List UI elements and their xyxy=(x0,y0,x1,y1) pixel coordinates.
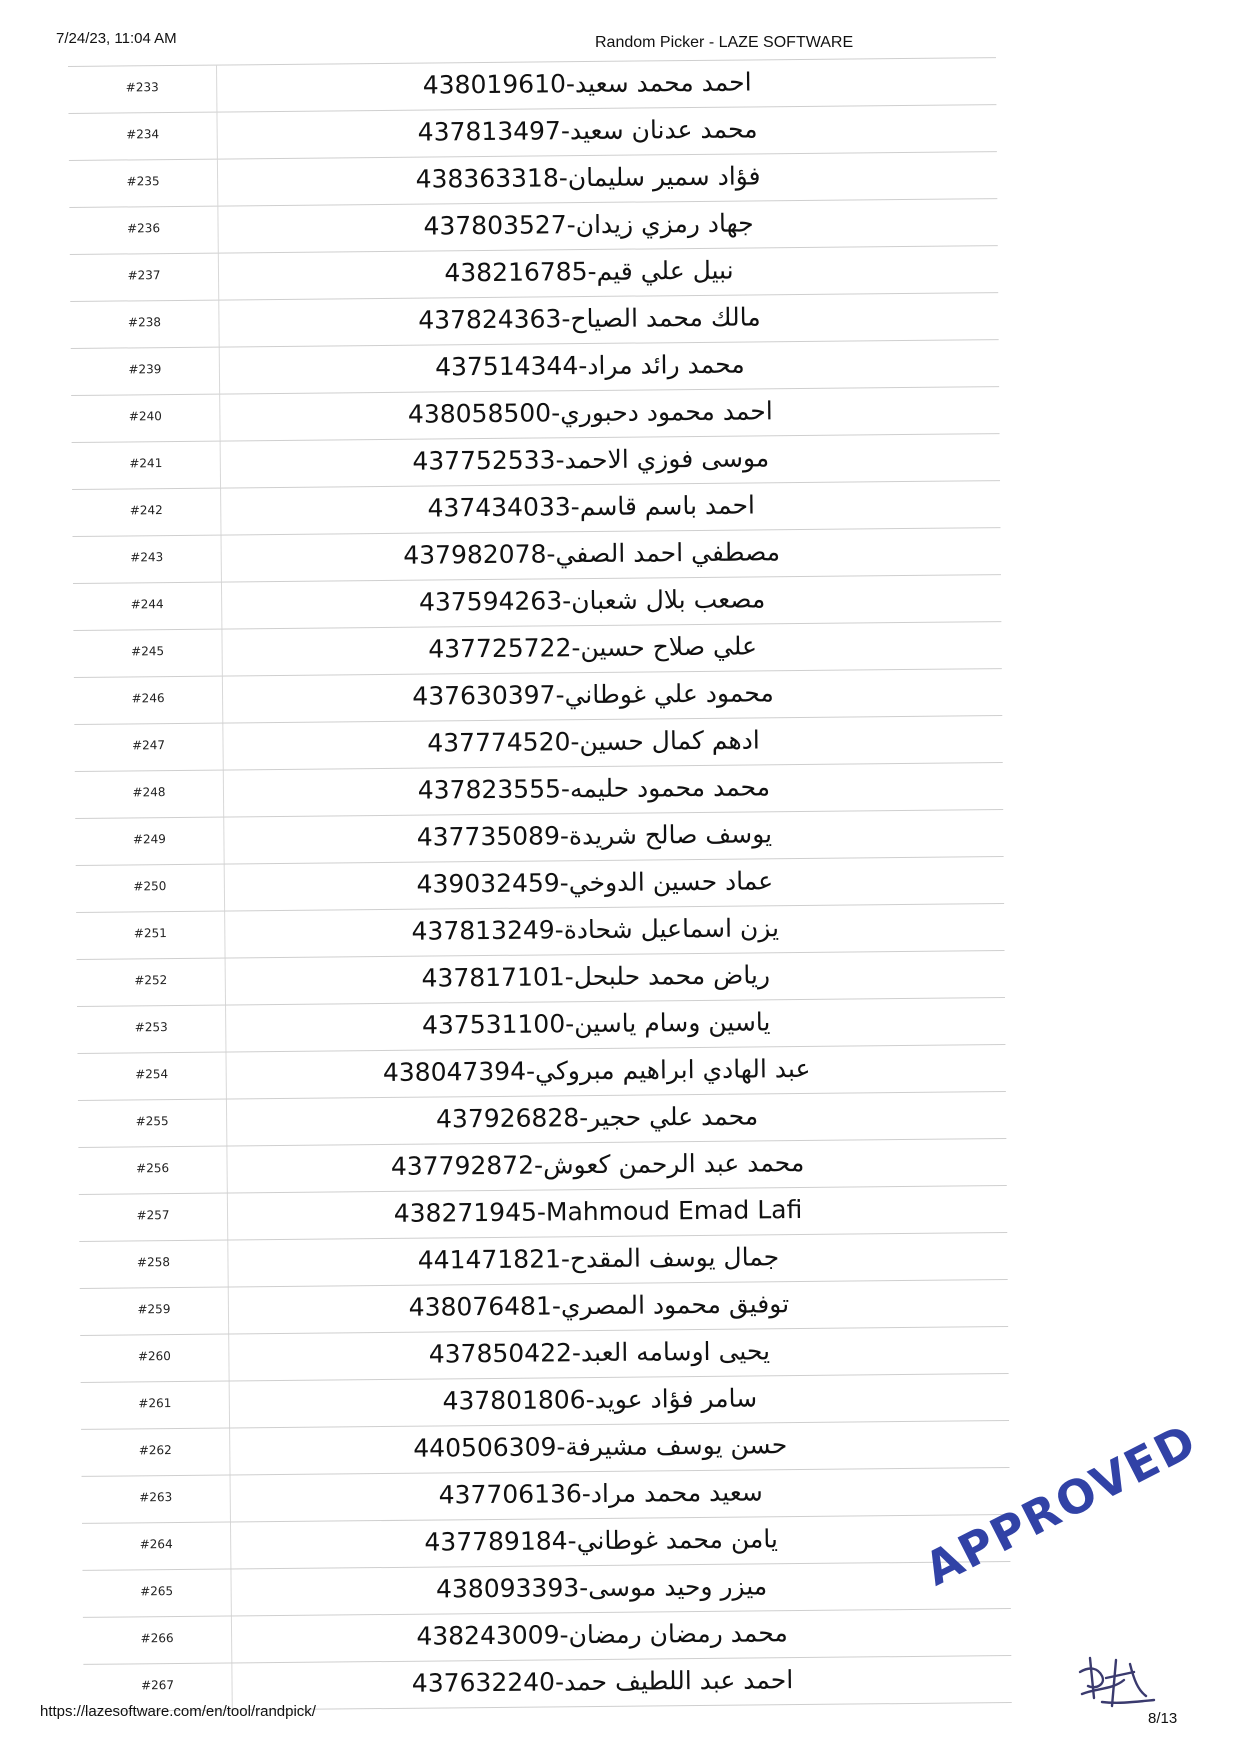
source-url: https://lazesoftware.com/en/tool/randpick/ xyxy=(40,1703,316,1720)
row-entry: احمد باسم قاسم-437434033 xyxy=(427,490,756,523)
row-entry: مصطفي احمد الصفي-437982078 xyxy=(403,537,781,570)
row-entry: فؤاد سمير سليمان-438363318 xyxy=(415,161,761,194)
row-entry: علي صلاح حسين-437725722 xyxy=(428,631,758,664)
row-entry: عماد حسين الدوخي-439032459 xyxy=(416,866,774,899)
row-number: #243 xyxy=(130,550,164,565)
row-entry: ميزر وحيد موسى-438093393 xyxy=(435,1571,768,1604)
row-entry: احمد محمد سعيد-438019610 xyxy=(422,67,752,100)
approved-stamp: APPROVED xyxy=(916,1412,1206,1597)
row-number: #256 xyxy=(136,1161,170,1176)
row-number: #262 xyxy=(138,1443,172,1458)
row-number: #267 xyxy=(140,1678,175,1693)
row-number: #247 xyxy=(131,738,166,753)
row-entry: مصعب بلال شعبان-437594263 xyxy=(418,584,766,617)
row-entry: يوسف صالح شريدة-437735089 xyxy=(416,819,773,852)
row-entry: توفيق محمود المصري-438076481 xyxy=(408,1289,790,1322)
print-datetime: 7/24/23, 11:04 AM xyxy=(56,30,177,47)
row-entry: يزن اسماعيل شحادة-437813249 xyxy=(411,913,780,946)
page-title: Random Picker - LAZE SOFTWARE xyxy=(595,34,854,51)
row-entry: احمد محمود دحبوري-438058500 xyxy=(407,396,773,429)
row-number: #237 xyxy=(127,268,161,283)
row-entry: جهاد رمزي زيدان-437803527 xyxy=(423,208,754,241)
row-entry: حسن يوسف مشيرفة-440506309 xyxy=(413,1430,788,1463)
row-entry: محمد عبد الرحمن كعوش-437792872 xyxy=(390,1147,805,1181)
row-entry: محمد رمضان رمضان-438243009 xyxy=(416,1618,788,1651)
results-table xyxy=(68,57,1012,1712)
row-entry: محمد علي حجير-437926828 xyxy=(435,1101,759,1134)
row-number: #238 xyxy=(127,315,162,330)
row-number: #265 xyxy=(140,1584,174,1599)
row-number: #240 xyxy=(128,409,162,424)
row-entry: سامر فؤاد عويد-437801806 xyxy=(442,1383,758,1416)
row-number: #236 xyxy=(127,221,161,236)
page-number: 8/13 xyxy=(1148,1710,1178,1727)
row-number: #258 xyxy=(136,1255,171,1270)
row-number: #266 xyxy=(140,1631,174,1646)
row-number: #241 xyxy=(129,456,163,471)
row-number: #239 xyxy=(128,362,162,377)
row-number: #246 xyxy=(131,691,165,706)
row-number: #234 xyxy=(126,127,160,142)
row-entry: مالك محمد الصياح-437824363 xyxy=(418,302,761,335)
row-entry: ياسين وسام ياسين-437531100 xyxy=(421,1007,771,1040)
row-number: #264 xyxy=(139,1537,173,1552)
row-number: #233 xyxy=(125,80,159,95)
row-number: #235 xyxy=(126,174,160,189)
row-number: #252 xyxy=(134,973,168,988)
row-number: #254 xyxy=(135,1067,169,1082)
row-entry: سعيد محمد مراد-437706136 xyxy=(438,1477,763,1510)
row-number: #253 xyxy=(134,1020,168,1035)
row-entry: احمد عبد اللطيف حمد-437632240 xyxy=(411,1665,794,1698)
row-entry: نبيل علي قيم-438216785 xyxy=(444,255,734,288)
row-number: #263 xyxy=(139,1490,173,1505)
row-number: #261 xyxy=(138,1396,172,1411)
row-entry: موسى فوزي الاحمد-437752533 xyxy=(412,443,770,476)
row-entry: محمد عدنان سعيد-437813497 xyxy=(417,114,758,147)
row-number: #248 xyxy=(132,785,166,800)
signature-icon xyxy=(1072,1650,1162,1714)
row-entry: محمود علي غوطاني-437630397 xyxy=(412,678,774,711)
row-entry: عبد الهادي ابراهيم مبروكي-438047394 xyxy=(382,1053,811,1088)
row-number: #242 xyxy=(129,503,163,518)
row-number: #244 xyxy=(130,597,164,612)
row-entry: رياض محمد حلبحل-437817101 xyxy=(421,960,771,993)
row-entry: يامن محمد غوطاني-437789184 xyxy=(424,1524,779,1557)
row-number: #260 xyxy=(137,1349,171,1364)
row-entry: يحيى اوسامه العبد-437850422 xyxy=(428,1336,771,1369)
row-number: #259 xyxy=(137,1302,171,1317)
row-number: #245 xyxy=(131,644,165,659)
row-entry: جمال يوسف المقدح-441471821 xyxy=(417,1242,780,1275)
row-entry: 438271945-Mahmoud Emad Lafi xyxy=(393,1195,803,1228)
row-entry: ادهم كمال حسين-437774520 xyxy=(427,725,760,758)
row-entry: محمد محمود حليمه-437823555 xyxy=(417,772,771,805)
row-number: #249 xyxy=(132,832,166,847)
row-entry: محمد رائد مراد-437514344 xyxy=(434,349,745,382)
row-number: #251 xyxy=(133,926,167,941)
row-number: #257 xyxy=(136,1208,170,1223)
row-number: #250 xyxy=(133,879,167,894)
row-number: #255 xyxy=(135,1114,169,1129)
